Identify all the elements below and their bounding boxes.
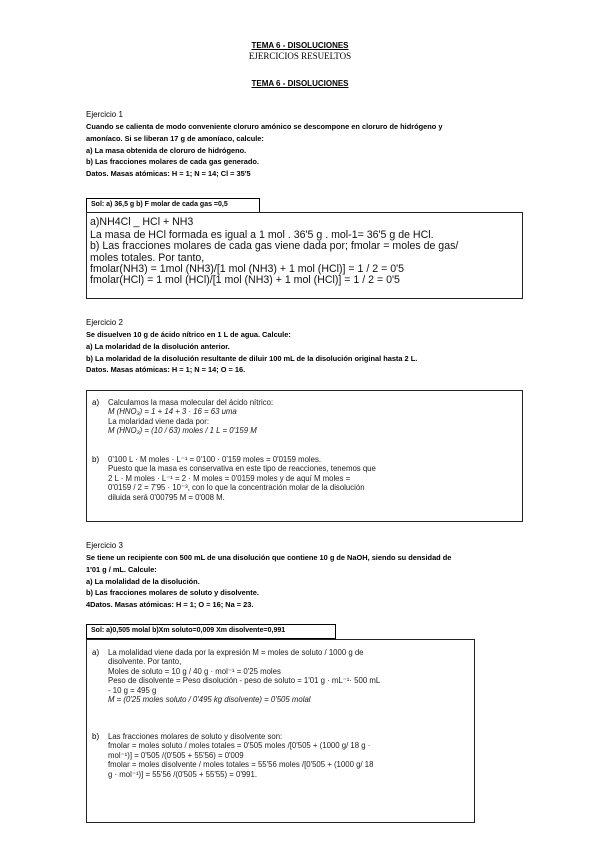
- ex1-box-line: fmolar(HCl) = 1 mol (HCl)/[1 mol (NH3) + 1 mol (HCl)] = 1 / 2 = 0'5: [90, 274, 400, 287]
- ex3-a-line: - 10 g = 495 g: [108, 685, 157, 695]
- ex3-line: 1'01 g / mL. Calcule:: [86, 564, 157, 574]
- ex2-line: b) La molaridad de la disolución resultante de diluir 100 mL de la disolución original hasta 2 L.: [86, 353, 418, 363]
- ex1-solution-box: [86, 212, 523, 299]
- ex3-b-line: Las fracciones molares de soluto y disolvente son:: [108, 732, 283, 741]
- ex3-line: b) Las fracciones molares de soluto y disolvente.: [86, 588, 259, 598]
- ex3-line: a) La molalidad de la disolución.: [86, 576, 200, 586]
- ex2-a-line: M (HNO₃) = 1 + 14 + 3 · 16 = 63 uma: [108, 407, 237, 417]
- page-subtitle: EJERCICIOS RESUELTOS: [248, 51, 352, 61]
- ex2-part-b: [108, 455, 376, 502]
- ex2-label-b: b): [92, 455, 100, 464]
- ex2-b-line: 2 L · M moles · L⁻¹ = 2 · M moles = 0'0159 moles y de aquí M moles =: [108, 473, 351, 483]
- ex3-a-line: disolvente. Por tanto,: [108, 657, 182, 667]
- ex1-box-line: La masa de HCl formada es igual a 1 mol . 36'5 g . mol-1= 36'5 g de HCl.: [90, 229, 434, 242]
- ex2-line: Se disuelven 10 g de ácido nítrico en 1 L de agua. Calcule:: [86, 330, 291, 339]
- ex3-label-a: a): [92, 648, 100, 657]
- ex3-a-line: Moles de soluto = 10 g / 40 g · mol⁻¹ = 0'25 moles: [108, 666, 281, 676]
- ex2-line: Datos. Masas atómicas: H = 1; N = 14; O = 16.: [86, 365, 246, 375]
- ex1-line: a) La masa obtenida de cloruro de hidrógeno.: [86, 145, 247, 155]
- ex1-box-line: a)NH4Cl _ HCl + NH3: [90, 216, 194, 228]
- ex2-line: a) La molaridad de la disolución anterior.: [86, 341, 230, 351]
- ex3-label-b: b): [92, 732, 100, 741]
- ex3-part-a: [108, 648, 380, 704]
- ex1-box-line: moles totales. Por tanto,: [90, 251, 205, 264]
- ex3-b-line: mol⁻¹)] = 0'505 /(0'505 + 55'56) = 0'009: [108, 750, 244, 760]
- ex2-b-line: Puesto que la masa es conservativa en este tipo de reacciones, tenemos que: [108, 464, 376, 474]
- ex3-line: Se tiene un recipiente con 500 mL de una disolución que contiene 10 g de NaOH, siendo su densidad de: [86, 553, 452, 562]
- ex3-a-line: Peso de disolvente = Peso disolución - peso de soluto = 1'01 g · mL⁻¹· 500 mL: [108, 676, 381, 686]
- ex3-a-line: M = (0'25 moles soluto / 0'495 kg disolvente) = 0'505 molal: [108, 695, 311, 705]
- ex2-part-a: [108, 398, 273, 436]
- ex3-statement: [86, 552, 451, 611]
- ex3-b-line: fmolar = moles disolvente / moles totales = 55'56 moles /[0'505 + (1000 g/ 18: [108, 760, 374, 770]
- ex1-box-line: fmolar(NH3) = 1mol (NH3)/[1 mol (NH3) + 1 mol (HCl)] = 1 / 2 = 0'5: [90, 262, 405, 275]
- ex1-solution-header: Sol: a) 36,5 g b) F molar de cada gas =0,5: [86, 198, 260, 213]
- ex1-statement: [86, 121, 442, 180]
- ex2-solution-box: [86, 390, 523, 522]
- ex3-part-b: [108, 732, 373, 779]
- ex1-title: Ejercicio 1: [86, 110, 123, 119]
- ex1-line: b) Las fracciones molares de cada gas generado.: [86, 157, 259, 167]
- ex3-b-line: fmolar = moles soluto / moles totales = 0'505 moles /[0'505 + (1000 g/ 18 g ·: [108, 741, 371, 751]
- ex2-statement: [86, 329, 417, 376]
- page-title: TEMA 6 - DISOLUCIONES: [251, 41, 349, 50]
- ex1-line: amoníaco. Si se liberan 17 g de amoníaco, calcule:: [86, 133, 264, 143]
- ex3-b-line: g · mol⁻¹)] = 55'56 /(0'505 + 55'55) = 0'991.: [108, 769, 257, 779]
- ex3-title: Ejercicio 3: [86, 541, 123, 550]
- ex2-b-line: 0'0159 / 2 = 7'95 · 10⁻³, con lo que la concentración molar de la disolución: [108, 483, 365, 493]
- ex2-label-a: a): [92, 398, 100, 407]
- ex2-a-line: M (HNO₃) = (10 / 63) moles / 1 L = 0'159 M: [108, 426, 257, 436]
- ex1-line: Datos. Masas atómicas: H = 1; N = 14; Cl = 35'5: [86, 169, 251, 179]
- ex2-title: Ejercicio 2: [86, 318, 123, 327]
- section-title: TEMA 6 - DISOLUCIONES: [251, 79, 349, 88]
- ex2-a-line: Calculamos la masa molecular del ácido nítrico:: [108, 398, 274, 407]
- ex3-line: 4Datos. Masas atómicas: H = 1; O = 16; Na = 23.: [86, 600, 254, 610]
- ex1-box-line: b) Las fracciones molares de cada gas viene dada por; fmolar = moles de gas/: [90, 240, 459, 253]
- ex1-line: Cuando se calienta de modo conveniente cloruro amónico se descompone en cloruro de hidrógeno y: [86, 122, 443, 131]
- ex3-a-line: La molalidad viene dada por la expresión M = moles de soluto / 1000 g de: [108, 648, 364, 657]
- ex3-solution-header: Sol: a)0,505 molal b)Xm soluto=0,009 Xm disolvente=0,991: [86, 624, 336, 639]
- ex2-b-line: 0'100 L · M moles · L⁻¹ = 0'100 · 0'159 moles = 0'0159 moles.: [108, 455, 322, 464]
- ex3-solution-box: [86, 639, 475, 823]
- ex2-b-line: diluida será 0'00795 M = 0'008 M.: [108, 492, 225, 502]
- ex2-a-line: La molaridad viene dada por:: [108, 416, 209, 426]
